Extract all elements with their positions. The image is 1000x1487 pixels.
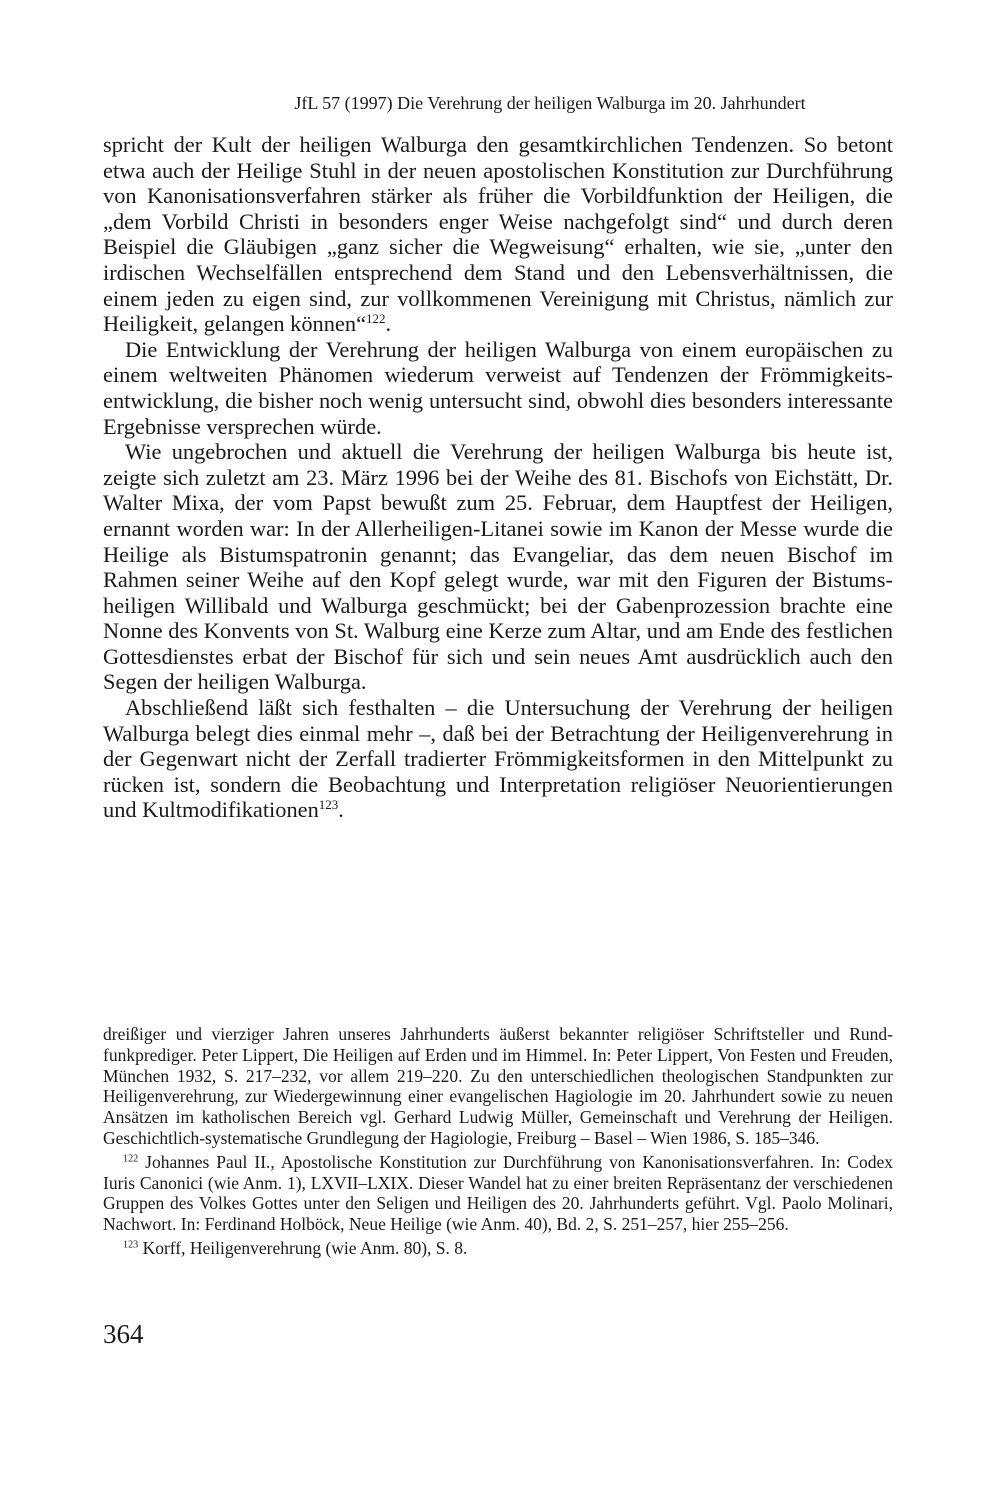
footnotes: [103, 1024, 893, 1259]
paragraph-1: [103, 132, 893, 337]
page-number: 364: [103, 1319, 144, 1349]
footnote-122-text: Johannes Paul II., Apostolische Konstitution zur Durchführung von Kanonisationsverfahren. In: Codex Iuris Canonici (wie Anm. 1), LXVII–LXIX. Dieser Wandel hat zu einer breiten Repräsentanz der verschiedenen Gruppen des Volkes Gottes unter den Seligen und Heiligen des 20. Jahrhunderts geführt. Vgl. Paolo Molinari, Nachwort. In: Ferdinand Holböck, Neue Heilige (wie Anm. 40), Bd. 2, S. 251–257, hier 255–256.: [103, 1151, 893, 1235]
footnote-ref-122: 122: [366, 311, 386, 327]
paragraph-1-text: spricht der Kult der heiligen Walburga den gesamtkirchlichen Tendenzen. So betont etwa auch der Heilige Stuhl in der neuen apostolischen Konstitution zur Durchführung von Kanonisationsverfahren stärker als früher die Vorbildfunktion der Heiligen, die „dem Vorbild Christi in besonders enger Weise nachgefolgt sind“ und durch deren Beispiel die Gläubigen „ganz sicher die Wegweisung“ erhalten, wie sie, „unter den irdischen Wechselfällen entsprechend dem Stand und den Lebensverhältnissen, die einem jeden zu eigen sind, zur vollkommenen Vereinigung mit Christus, nämlich zur Heiligkeit, gelangen können“: [103, 132, 893, 337]
footnote-continued-text: dreißiger und vierziger Jahren unseres Jahrhunderts äußerst bekannter religiöser Schriftsteller und Rundfunkprediger. Peter Lippert, Die Heiligen auf Erden und im Himmel. In: Peter Lippert, Von Festen und Freuden, München 1932, S. 217–232, vor allem 219–220. Zu den unterschiedlichen theologischen Standpunkten zur Heiligenverehrung, zur Wiedergewinnung einer evangelischen Hagiologie im 20. Jahrhundert sowie zu neuen Ansätzen im katholischen Bereich vgl. Gerhard Ludwig Müller, Gemeinschaft und Verehrung der Heiligen. Geschichtlich-systematische Grundlegung der Hagiologie, Freiburg – Basel – Wien 1986, S. 185–346.: [103, 1024, 893, 1148]
footnote-continued: [103, 1024, 893, 1149]
footnote-number-123: 123: [123, 1239, 139, 1251]
paragraph-1-end: .: [385, 311, 392, 337]
footnote-123: [103, 1238, 893, 1259]
paragraph-2-text: Die Entwicklung der Verehrung der heiligen Walburga von einem europäischen zu einem weltweiten Phänomen wiederum verweist auf Tendenzen der Frömmigkeitsentwicklung, die bisher noch wenig untersucht sind, obwohl dies besonders interessante Ergebnisse versprechen würde.: [103, 336, 893, 439]
paragraph-2: [103, 337, 893, 439]
footnote-ref-123: 123: [318, 797, 339, 813]
paragraph-4-text: Abschließend läßt sich festhalten – die Untersuchung der Verehrung der heiligen Walburga belegt dies einmal mehr –, daß bei der Betrachtung der Heiligenverehrung in der Gegenwart nicht der Zerfall tradierter Frömmigkeitsformen in den Mittelpunkt zu rücken ist, sondern die Beobachtung und Interpretation religiöser Neuorientierungen und Kultmodifikationen: [103, 695, 893, 823]
paragraph-3-text: Wie ungebrochen und aktuell die Verehrung der heiligen Walburga bis heute ist, zeigte sich zuletzt am 23. März 1996 bei der Weihe des 81. Bischofs von Eichstätt, Dr. Walter Mixa, der vom Papst bewußt zum 25. Februar, dem Hauptfest der Heiligen, ernannt worden war: In der Allerheiligen-Litanei sowie im Kanon der Messe wurde die Heilige als Bistumspatronin genannt; das Evangeliar, das dem neuen Bischof im Rahmen seiner Weihe auf den Kopf gelegt wurde, war mit den Figuren der Bistumsheiligen Willibald und Walburga geschmückt; bei der Gabenprozession brachte eine Nonne des Konvents von St. Walburg eine Kerze zum Altar, und am Ende des festlichen Gottesdienstes erbat der Bischof für sich und sein neues Amt ausdrücklich auch den Segen der heiligen Walburga.: [103, 439, 893, 695]
main-text: [103, 132, 893, 823]
paragraph-4: [103, 695, 893, 823]
footnote-number-122: 122: [123, 1153, 139, 1165]
footnote-122: [103, 1152, 893, 1235]
running-head: JfL 57 (1997) Die Verehrung der heiligen Walburga im 20. Jahrhundert: [294, 93, 806, 113]
footnote-123-text: Korff, Heiligenverehrung (wie Anm. 80), S. 8.: [138, 1237, 468, 1258]
paragraph-3: [103, 439, 893, 695]
paragraph-4-end: .: [338, 797, 344, 823]
